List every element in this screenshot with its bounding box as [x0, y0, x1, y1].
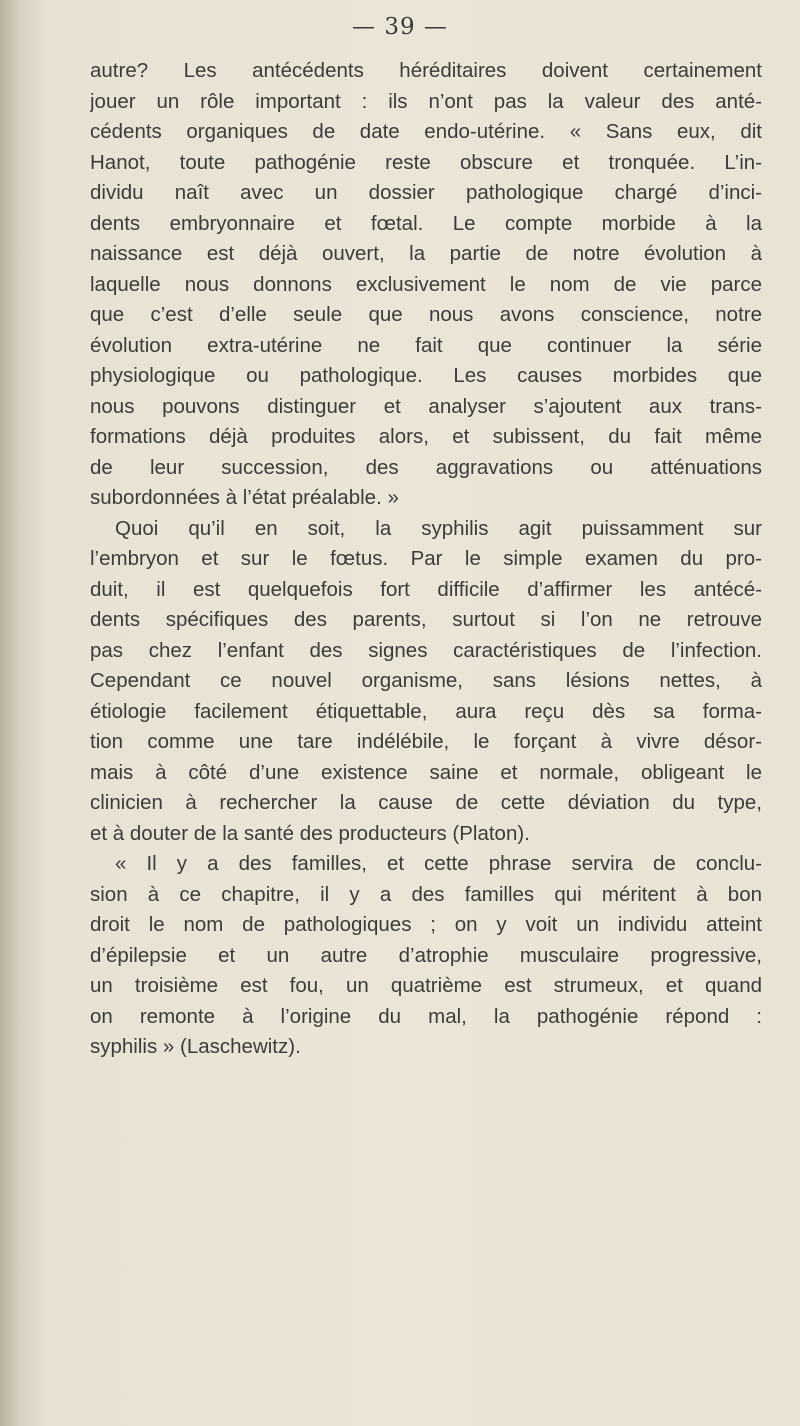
- text-line: d’épilepsie et un autre d’atrophie musculaire progressive,: [90, 943, 762, 967]
- text-line: cédents organiques de date endo-utérine. « Sans eux, dit: [90, 120, 762, 143]
- text-line: autre? Les antécédents héréditaires doivent certainement: [90, 59, 762, 82]
- text-line: un troisième est fou, un quatrième est strumeux, et quand: [90, 974, 762, 997]
- text-line: dents spécifiques des parents, surtout si l’on ne retrouve: [90, 608, 762, 631]
- text-line: dividu naît avec un dossier pathologique chargé d’inci-: [90, 181, 762, 204]
- text-line: droit le nom de pathologiques ; on y voit un individu atteint: [90, 913, 762, 936]
- text-line: laquelle nous donnons exclusivement le nom de vie parce: [90, 272, 762, 296]
- text-line: naissance est déjà ouvert, la partie de notre évolution à: [90, 242, 762, 265]
- text-line: et à douter de la santé des producteurs (Platon).: [90, 821, 530, 845]
- body-text: [90, 56, 762, 1063]
- text-line: on remonte à l’origine du mal, la pathogénie répond :: [90, 1004, 762, 1028]
- text-line: nous pouvons distinguer et analyser s’ajoutent aux trans-: [90, 394, 762, 418]
- text-line: l’embryon et sur le fœtus. Par le simple examen du pro-: [90, 547, 762, 570]
- text-line: physiologique ou pathologique. Les causes morbides que: [90, 364, 762, 387]
- text-line: dents embryonnaire et fœtal. Le compte morbide à la: [90, 211, 762, 235]
- text-line: mais à côté d’une existence saine et normale, obligeant le: [90, 760, 762, 784]
- paragraph-start: Quoi qu’il en soit, la syphilis agit puissamment sur: [115, 516, 762, 540]
- text-line: duit, il est quelquefois fort difficile d’affirmer les antécé-: [90, 577, 762, 601]
- paragraph-start: « Il y a des familles, et cette phrase servira de conclu-: [115, 852, 762, 875]
- text-line: étiologie facilement étiquettable, aura reçu dès sa forma-: [90, 699, 762, 723]
- text-line: Hanot, toute pathogénie reste obscure et tronquée. L’in-: [90, 150, 762, 174]
- text-line: sion à ce chapitre, il y a des familles qui méritent à bon: [90, 882, 762, 906]
- text-line: clinicien à rechercher la cause de cette déviation du type,: [90, 791, 762, 814]
- text-line: de leur succession, des aggravations ou atténuations: [90, 455, 762, 479]
- text-line: subordonnées à l’état préalable. »: [90, 486, 399, 509]
- text-line: tion comme une tare indélébile, le forçant à vivre désor-: [90, 730, 762, 753]
- text-line: Cependant ce nouvel organisme, sans lésions nettes, à: [90, 669, 762, 692]
- text-line: formations déjà produites alors, et subissent, du fait même: [90, 425, 762, 448]
- text-line: pas chez l’enfant des signes caractéristiques de l’infection.: [90, 638, 762, 662]
- text-line: jouer un rôle important : ils n’ont pas la valeur des anté-: [90, 89, 762, 113]
- page-number: — 39 —: [352, 14, 448, 40]
- text-line: évolution extra-utérine ne fait que continuer la série: [90, 333, 762, 357]
- text-line: que c’est d’elle seule que nous avons conscience, notre: [90, 303, 762, 326]
- text-line: syphilis » (Laschewitz).: [90, 1035, 301, 1058]
